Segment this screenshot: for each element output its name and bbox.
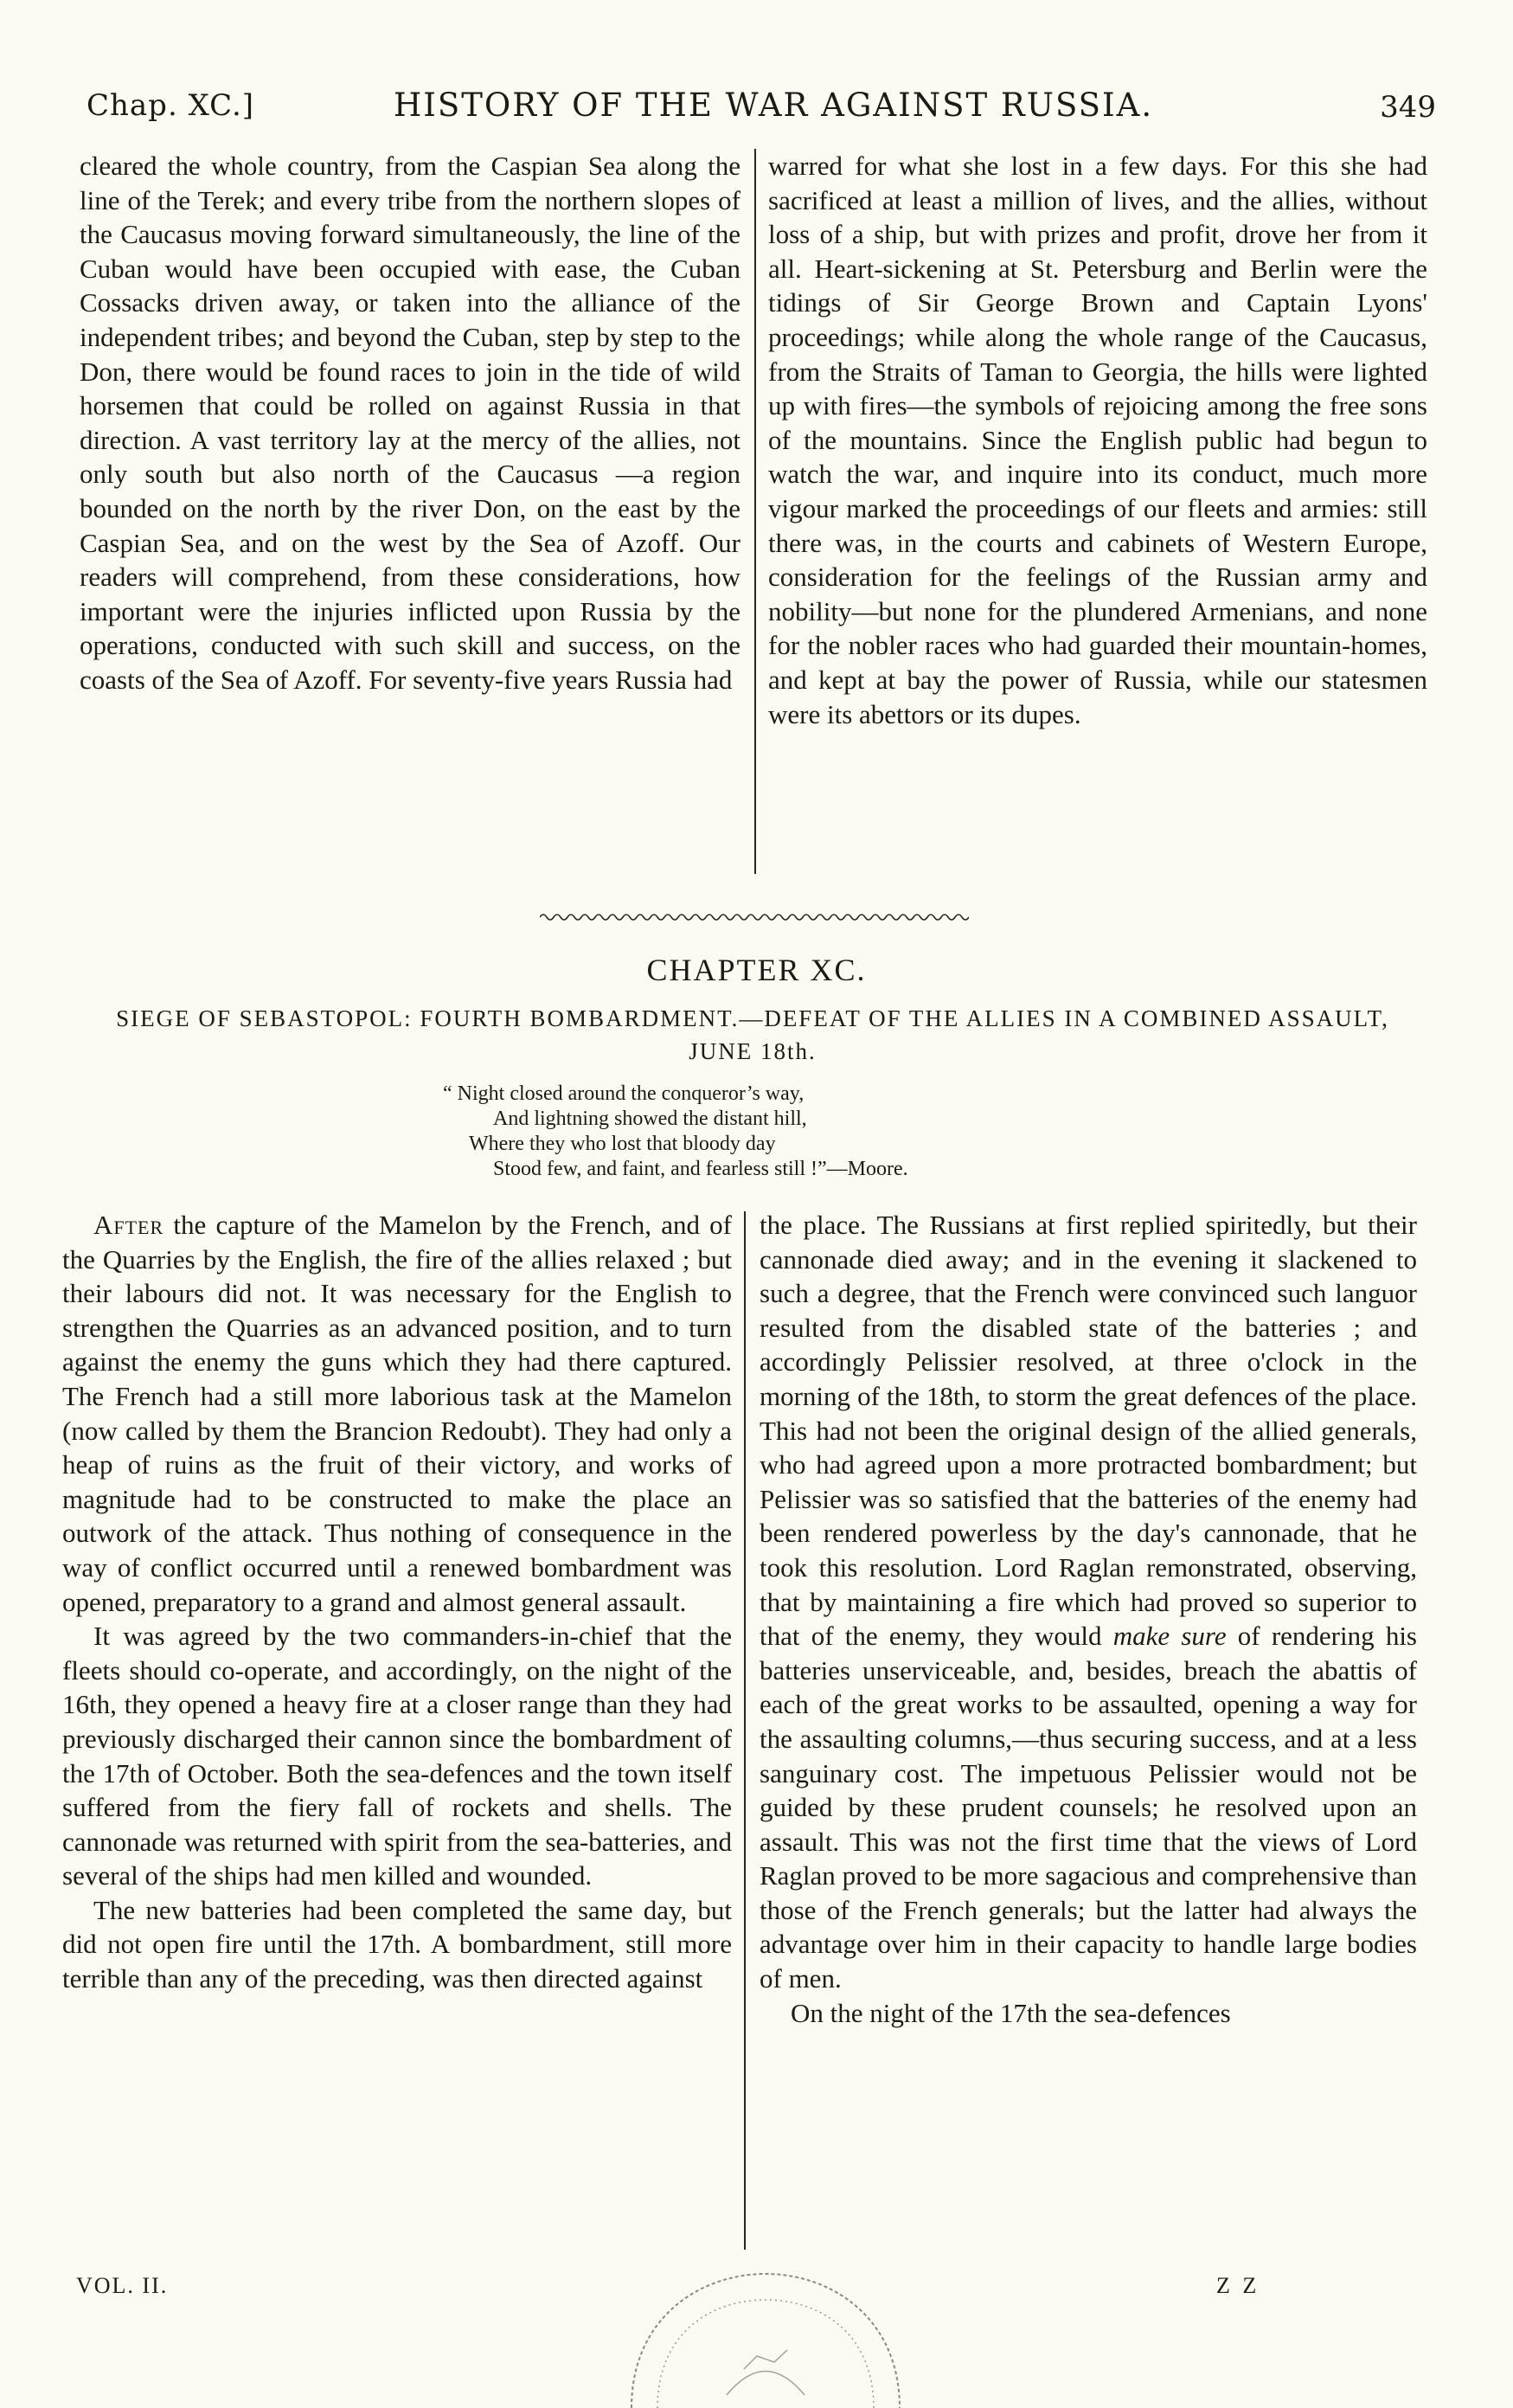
paragraph: On the night of the 17th the sea-defences <box>791 1997 1231 2028</box>
paragraph: warred for what she lost in a few days. For this she had sacrificed at least a million of lives, and the allies, without loss of a ship, but with prizes and profit, drove her from it all. Heart-sickening at St. Petersburg and Berlin were the tidings of Sir George Brown and Captain Lyons' proceedings; while along the whole range of the Caucasus, from the Straits of Taman to Georgia, the hills were lighted up with fires—the symbols of rejoicing among the free sons of the mountains. Since the English public had begun to watch the war, and inquire into its conduct, much more vigour marked the proceedings of our fleets and armies: still there was, in the courts and cabinets of Western Europe, consideration for the feelings of the Russian army and nobility—but none for the plundered Armenians, and none for the nobler races who had guarded their mountain-homes, and kept at bay the power of Russia, while our statesmen were its abettors or its dupes. <box>768 151 1427 729</box>
bottom-left-column <box>62 1208 732 1996</box>
epigraph-line: And lightning showed the distant hill, <box>493 1108 807 1130</box>
epigraph-line: “ Night closed around the conqueror’s way, <box>443 1082 805 1105</box>
column-rule <box>754 149 756 874</box>
paragraph: It was agreed by the two commanders-in-chief that the fleets should co-operate, and accordingly, on the night of the 16th, they opened a heavy fire at a closer range than they had previously discharged their cannon since the bombardment of the 17th of October. Both the sea-defences and the town itself suffered from the fiery fall of rockets and shells. The cannonade was returned with spirit from the sea-batteries, and several of the ships had men killed and wounded. <box>62 1621 732 1891</box>
top-left-column <box>80 149 740 697</box>
paragraph-text: the place. The Russians at first replied spiritedly, but their cannonade died away; and in the evening it slackened to such a degree, that the French were convinced such languor resulted from the disabled state of the batteries ; and accordingly Pelissier resolved, at three o'clock in the morning of the 18th, to storm the great defences of the place. This had not been the original design of the allied generals, who had agreed upon a more protracted bombardment; but Pelissier was so satisfied that the batteries of the enemy had been rendered powerless by the day's cannonade, that he took this resolution. Lord Raglan remonstrated, observing, that by maintaining a fire which had proved so superior to that of the enemy, they would <box>760 1210 1417 1652</box>
library-stamp-icon <box>623 2265 908 2408</box>
paragraph: cleared the whole country, from the Caspian Sea along the line of the Terek; and every tribe from the northern slopes of the Caucasus moving forward simultaneously, the line of the Cuban would have been occupied with ease, the Cuban Cossacks driven away, or taken into the alliance of the independent tribes; and beyond the Cuban, step by step to the Don, there would be found races to join in the tide of wild horsemen that could be rolled on against Russia in that direction. A vast territory lay at the mercy of the allies, not only south but also north of the Caucasus —a region bounded on the north by the river Don, on the east by the Caspian Sea, and on the west by the Sea of Azoff. Our readers will comprehend, from these considerations, how important were the injuries inflicted upon Russia by the operations, conducted with such skill and success, on the coasts of the Sea of Azoff. For seventy-five years Russia had <box>80 151 740 695</box>
running-head <box>87 80 1436 123</box>
chapter-heading: CHAPTER XC. <box>646 953 867 987</box>
running-head-title: HISTORY OF THE WAR AGAINST RUSSIA. <box>394 87 1154 124</box>
epigraph-line: Stood few, and faint, and fearless still !”—Moore. <box>493 1158 908 1180</box>
epigraph-line: Where they who lost that bloody day <box>469 1133 776 1155</box>
paragraph-text: the capture of the Mamelon by the French, and of the Quarries by the English, the fire of the allies relaxed ; but their labours did not. It was necessary for the English to strengthen the Quarries as an advanced position, and to turn against the enemy the guns which they had there captured. The French had a still more laborious task at the Mamelon (now called by them the Brancion Redoubt). They had only a heap of ruins as the fruit of their victory, and works of magnitude had to be constructed to make the place an outwork of the attack. Thus nothing of consequence in the way of conflict occurred until a renewed bombardment was opened, preparatory to a grand and almost general assault. <box>62 1210 732 1617</box>
column-rule <box>744 1211 746 2250</box>
paragraph-text: of rendering his batteries unserviceable, and, besides, breach the abattis of each of the great works to be assaulted, opening a way for the assaulting columns,—thus securing success, and at a less sanguinary cost. The impetuous Pelissier would not be guided by these prudent counsels; he resolved upon an assault. This was not the first time that the views of Lord Raglan proved to be more sagacious and comprehensive than those of the French generals; but the latter had always the advantage over him in their capacity to handle large bodies of men. <box>760 1621 1417 1994</box>
volume-marker: VOL. II. <box>76 2273 169 2298</box>
paragraph <box>62 1208 732 1619</box>
drop-word: After <box>93 1210 164 1240</box>
chapter-subheading: SIEGE OF SEBASTOPOL: FOURTH BOMBARDMENT.—DEFEAT OF THE ALLIES IN A COMBINED ASSAULT, JUNE 18th. <box>116 1005 1389 1064</box>
signature-mark: Z Z <box>1216 2273 1260 2298</box>
wavy-divider <box>540 910 969 924</box>
paragraph <box>760 1208 1417 1996</box>
top-right-column <box>768 149 1427 731</box>
paragraph: The new batteries had been completed the same day, but did not open fire until the 17th. A bombardment, still more terrible than any of the preceding, was then directed against <box>62 1894 732 1994</box>
running-head-chapter: Chap. XC.] <box>87 88 255 123</box>
emphasis: make sure <box>1112 1621 1227 1652</box>
epigraph <box>433 1082 1176 1182</box>
bottom-right-column <box>760 1208 1417 2030</box>
page-number: 349 <box>1380 90 1436 125</box>
